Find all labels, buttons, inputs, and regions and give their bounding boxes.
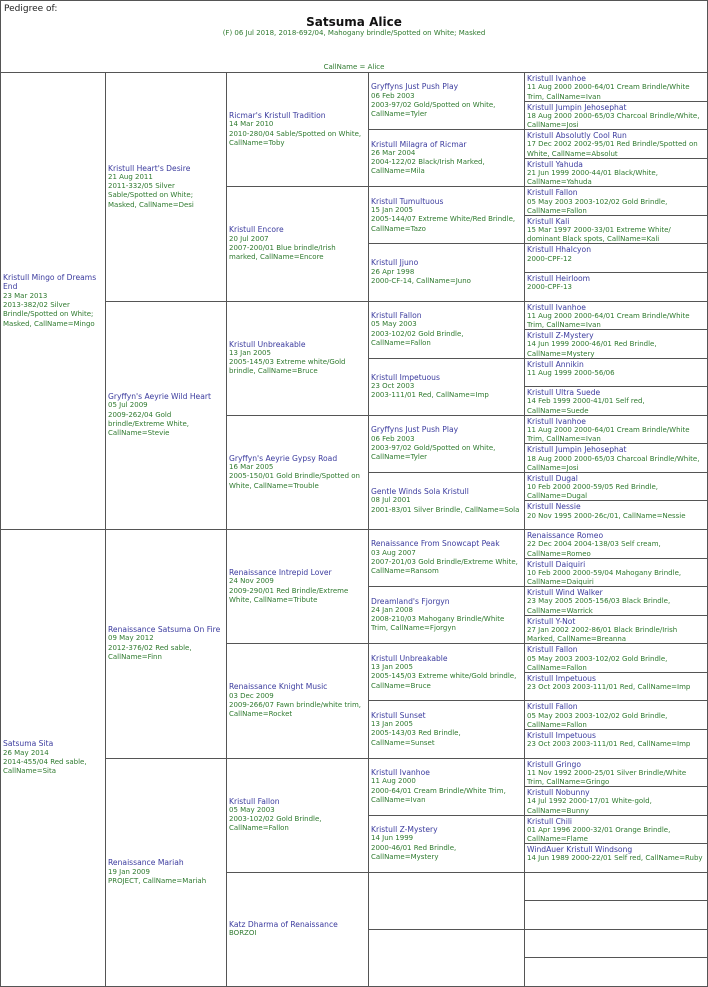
ancestor-name-link[interactable]: Renaissance Knight Music: [229, 682, 366, 691]
ancestor-gen2-3: [105, 758, 227, 987]
ancestor-name-link[interactable]: Kristull Hhalcyon: [527, 245, 705, 254]
ancestor-gen3-4: [226, 529, 369, 644]
ancestor-registration: 2005-144/07 Extreme White/Red Brindle, CallName=Tazo: [371, 215, 522, 234]
ancestor-details: [229, 225, 366, 262]
ancestor-name-link[interactable]: Kristull Fallon: [371, 311, 522, 320]
ancestor-birth-date: 05 May 2003: [229, 806, 366, 815]
pedigree-label: Pedigree of:: [4, 4, 57, 14]
ancestor-name-link[interactable]: Kristull Absolutly Cool Run: [527, 131, 705, 140]
ancestor-name-link[interactable]: Satsuma Sita: [3, 739, 103, 748]
ancestor-name-link[interactable]: Kristull Fallon: [527, 645, 705, 654]
ancestor-name-link[interactable]: Kristull Encore: [229, 225, 366, 234]
ancestor-registration: 14 Jun 1999 2000-46/01 Red Brindle, CallName=Mystery: [527, 340, 705, 358]
ancestor-registration: 2000-CPF-13: [527, 283, 705, 292]
ancestor-registration: 10 Feb 2000 2000-59/05 Red Brindle, CallName=Dugal: [527, 483, 705, 501]
ancestor-birth-date: 13 Jan 2005: [371, 720, 522, 729]
ancestor-gen4-9: [368, 586, 525, 644]
ancestor-registration: 2012-376/02 Red sable, CallName=Finn: [108, 644, 224, 663]
ancestor-birth-date: 13 Jan 2005: [229, 349, 366, 358]
ancestor-registration: 2014-455/04 Red sable, CallName=Sita: [3, 758, 103, 777]
ancestor-gen4-12: [368, 758, 525, 816]
ancestor-name-link[interactable]: Kristull Sunset: [371, 711, 522, 720]
ancestor-registration: 22 Dec 2004 2004-138/03 Self cream, CallName=Romeo: [527, 540, 705, 558]
ancestor-details: [371, 373, 522, 401]
ancestor-name-link[interactable]: Renaissance Intrepid Lover: [229, 568, 366, 577]
ancestor-gen5-31: [524, 957, 708, 987]
ancestor-name-link[interactable]: Kristull Impetuous: [371, 373, 522, 382]
ancestor-birth-date: 08 Jul 2001: [371, 496, 522, 505]
ancestor-gen5-15: [524, 500, 708, 530]
ancestor-registration: 17 Dec 2002 2002-95/01 Red Brindle/Spotted on White, CallName=Absolut: [527, 140, 705, 158]
ancestor-name-link[interactable]: Kristull Dugal: [527, 474, 705, 483]
ancestor-registration: 2003-97/02 Gold/Spotted on White, CallName=Tyler: [371, 444, 522, 463]
ancestor-registration: 11 Aug 2000 2000-64/01 Cream Brindle/White Trim, CallName=Ivan: [527, 83, 705, 101]
ancestor-details: [527, 131, 705, 159]
ancestor-registration: 14 Jun 1989 2000-22/01 Self red, CallName=Ruby: [527, 854, 705, 863]
ancestor-name-link[interactable]: Kristull Fallon: [229, 797, 366, 806]
ancestor-gen5-6: [524, 243, 708, 273]
ancestor-details: [229, 340, 366, 377]
ancestor-gen5-12: [524, 415, 708, 445]
ancestor-details: [527, 502, 705, 521]
ancestor-name-link[interactable]: Kristull Annikin: [527, 360, 705, 369]
ancestor-gen5-8: [524, 301, 708, 331]
ancestor-birth-date: 23 Mar 2013: [3, 292, 103, 301]
ancestor-details: [527, 731, 705, 750]
ancestor-name-link[interactable]: Kristull Impetuous: [527, 674, 705, 683]
ancestor-details: [527, 702, 705, 730]
ancestor-details: [527, 217, 705, 245]
ancestor-name-link[interactable]: Kristull Jjuno: [371, 258, 522, 267]
ancestor-gen4-6: [368, 415, 525, 473]
ancestor-details: [108, 392, 224, 438]
ancestor-registration: 11 Aug 2000 2000-64/01 Cream Brindle/White Trim, CallName=Ivan: [527, 312, 705, 330]
ancestor-details: [527, 74, 705, 102]
ancestor-name-link[interactable]: Kristull Milagra of Ricmar: [371, 140, 522, 149]
ancestor-details: [527, 445, 705, 473]
pedigree-header: [0, 0, 708, 73]
ancestor-registration: 14 Feb 1999 2000-41/01 Self red, CallName=Suede: [527, 397, 705, 415]
ancestor-name-link[interactable]: Kristull Impetuous: [527, 731, 705, 740]
ancestor-name-link[interactable]: Gryffyn's Aeyrie Gypsy Road: [229, 454, 366, 463]
ancestor-registration: 2010-280/04 Sable/Spotted on White, CallName=Toby: [229, 130, 366, 149]
ancestor-registration: 2013-382/02 Silver Brindle/Spotted on White; Masked, CallName=Mingo: [3, 301, 103, 329]
ancestor-registration: 21 Jun 1999 2000-44/01 Black/White, CallName=Yahuda: [527, 169, 705, 187]
ancestor-birth-date: 26 May 2014: [3, 749, 103, 758]
ancestor-birth-date: 06 Feb 2003: [371, 435, 522, 444]
ancestor-birth-date: 26 Mar 2004: [371, 149, 522, 158]
ancestor-birth-date: 20 Jul 2007: [229, 235, 366, 244]
ancestor-name-link[interactable]: Kristull Fallon: [527, 702, 705, 711]
ancestor-gen2-0: [105, 72, 227, 302]
ancestor-registration: 2000-CF-14, CallName=Juno: [371, 277, 522, 286]
ancestor-name-link[interactable]: Gentle Winds Sola Kristull: [371, 487, 522, 496]
ancestor-name-link[interactable]: Kristull Mingo of Dreams End: [3, 273, 103, 292]
ancestor-details: [229, 797, 366, 834]
ancestor-details: [371, 140, 522, 177]
ancestor-birth-date: 24 Nov 2009: [229, 577, 366, 586]
ancestor-name-link[interactable]: Kristull Unbreakable: [229, 340, 366, 349]
ancestor-details: [371, 768, 522, 805]
ancestor-gen3-1: [226, 186, 369, 301]
ancestor-gen4-1: [368, 129, 525, 187]
ancestor-name-link[interactable]: Kristull Wind Walker: [527, 588, 705, 597]
ancestor-name-link[interactable]: Renaissance Mariah: [108, 858, 224, 867]
ancestor-name-link[interactable]: WindAuer Kristull Windsong: [527, 845, 705, 854]
ancestor-gen5-9: [524, 329, 708, 359]
ancestor-registration: 10 Feb 2000 2000-59/04 Mahogany Brindle, CallName=Daiquiri: [527, 569, 705, 587]
ancestor-gen5-24: [524, 758, 708, 788]
ancestor-details: [527, 160, 705, 188]
ancestor-details: [371, 711, 522, 748]
ancestor-registration: 11 Nov 1992 2000-25/01 Silver Brindle/White Trim, CallName=Gringo: [527, 769, 705, 787]
ancestor-gen5-29: [524, 900, 708, 930]
ancestor-birth-date: 05 Jul 2009: [108, 401, 224, 410]
ancestor-registration: 01 Apr 1996 2000-32/01 Orange Brindle, CallName=Flame: [527, 826, 705, 844]
ancestor-details: [527, 560, 705, 588]
ancestor-details: [371, 197, 522, 234]
ancestor-details: [527, 360, 705, 379]
ancestor-gen2-1: [105, 301, 227, 531]
ancestor-registration: 2004-122/02 Black/Irish Marked, CallName=Mila: [371, 158, 522, 177]
ancestor-name-link[interactable]: Kristull Ultra Suede: [527, 388, 705, 397]
ancestor-gen4-10: [368, 643, 525, 701]
ancestor-registration: 14 Jul 1992 2000-17/01 White-gold, CallName=Bunny: [527, 797, 705, 815]
ancestor-registration: 2000-46/01 Red Brindle, CallName=Mystery: [371, 844, 522, 863]
ancestor-details: [527, 474, 705, 502]
ancestor-registration: 2003-97/02 Gold/Spotted on White, CallName=Tyler: [371, 101, 522, 120]
ancestor-details: [527, 417, 705, 445]
ancestor-gen4-13: [368, 815, 525, 873]
ancestor-birth-date: 06 Feb 2003: [371, 92, 522, 101]
ancestor-registration: 2003-111/01 Red, CallName=Imp: [371, 391, 522, 400]
ancestor-details: [371, 487, 522, 515]
ancestor-registration: 2005-145/03 Extreme white/Gold brindle, CallName=Bruce: [229, 358, 366, 377]
ancestor-gen3-5: [226, 643, 369, 758]
ancestor-gen5-11: [524, 386, 708, 416]
ancestor-gen1-1: [0, 529, 106, 987]
ancestor-gen5-19: [524, 615, 708, 645]
ancestor-gen5-20: [524, 643, 708, 673]
ancestor-gen2-2: [105, 529, 227, 759]
ancestor-name-link[interactable]: Kristull Gringo: [527, 760, 705, 769]
ancestor-registration: PROJECT, CallName=Mariah: [108, 877, 224, 886]
ancestor-gen5-4: [524, 186, 708, 216]
ancestor-gen5-16: [524, 529, 708, 559]
ancestor-gen5-28: [524, 872, 708, 902]
ancestor-name-link[interactable]: Gryffyn's Aeyrie Wild Heart: [108, 392, 224, 401]
ancestor-details: [527, 760, 705, 788]
ancestor-name-link[interactable]: Renaissance Satsuma On Fire: [108, 625, 224, 634]
ancestor-name-link[interactable]: Kristull Fallon: [527, 188, 705, 197]
ancestor-details: [371, 654, 522, 691]
ancestor-gen1-0: [0, 72, 106, 530]
ancestor-registration: 27 Jan 2002 2002-86/01 Black Brindle/Irish Marked, CallName=Breanna: [527, 626, 705, 644]
ancestor-gen5-10: [524, 358, 708, 388]
ancestor-gen3-2: [226, 301, 369, 416]
ancestor-gen5-18: [524, 586, 708, 616]
ancestor-details: [527, 188, 705, 216]
ancestor-details: [229, 920, 366, 939]
ancestor-registration: 05 May 2003 2003-102/02 Gold Brindle, CallName=Fallon: [527, 712, 705, 730]
dog-name-title: Satsuma Alice: [1, 15, 707, 29]
ancestor-gen5-5: [524, 215, 708, 245]
ancestor-gen4-3: [368, 243, 525, 301]
ancestor-registration: 2003-102/02 Gold Brindle, CallName=Fallon: [229, 815, 366, 834]
ancestor-details: [229, 454, 366, 491]
ancestor-registration: 2003-102/02 Gold Brindle, CallName=Fallon: [371, 330, 522, 349]
ancestor-name-link[interactable]: Katz Dharma of Renaissance: [229, 920, 366, 929]
ancestor-registration: 2000-64/01 Cream Brindle/White Trim, CallName=Ivan: [371, 787, 522, 806]
ancestor-gen5-27: [524, 843, 708, 873]
ancestor-details: [527, 274, 705, 293]
ancestor-gen4-11: [368, 700, 525, 758]
ancestor-details: [527, 388, 705, 416]
ancestor-details: [527, 617, 705, 645]
ancestor-birth-date: 23 Oct 2003: [371, 382, 522, 391]
ancestor-registration: 2007-201/03 Gold Brindle/Extreme White, CallName=Ransom: [371, 558, 522, 577]
ancestor-name-link[interactable]: Kristull Heart's Desire: [108, 164, 224, 173]
ancestor-details: [371, 82, 522, 119]
ancestor-name-link[interactable]: Kristull Kali: [527, 217, 705, 226]
ancestor-details: [108, 164, 224, 210]
ancestor-birth-date: 19 Jan 2009: [108, 868, 224, 877]
ancestor-gen4-2: [368, 186, 525, 244]
ancestor-name-link[interactable]: Kristull Nessie: [527, 502, 705, 511]
ancestor-details: [229, 568, 366, 605]
ancestor-registration: 18 Aug 2000 2000-65/03 Charcoal Brindle/White, CallName=Josi: [527, 112, 705, 130]
ancestor-registration: 23 May 2005 2005-156/03 Black Brindle, CallName=Warrick: [527, 597, 705, 615]
ancestor-registration: 11 Aug 1999 2000-56/06: [527, 369, 705, 378]
ancestor-name-link[interactable]: Kristull Ivanhoe: [527, 417, 705, 426]
ancestor-name-link[interactable]: Kristull Ivanhoe: [527, 74, 705, 83]
ancestor-name-link[interactable]: Kristull Z-Mystery: [527, 331, 705, 340]
ancestor-name-link[interactable]: Kristull Ivanhoe: [527, 303, 705, 312]
ancestor-details: [527, 788, 705, 816]
ancestor-gen5-3: [524, 158, 708, 188]
ancestor-details: [371, 597, 522, 634]
ancestor-name-link[interactable]: Kristull Heirloom: [527, 274, 705, 283]
ancestor-details: [527, 103, 705, 131]
ancestor-birth-date: 26 Apr 1998: [371, 268, 522, 277]
ancestor-gen5-26: [524, 815, 708, 845]
ancestor-name-link[interactable]: Renaissance From Snowcapt Peak: [371, 539, 522, 548]
ancestor-name-link[interactable]: Kristull Unbreakable: [371, 654, 522, 663]
ancestor-birth-date: 05 May 2003: [371, 320, 522, 329]
ancestor-birth-date: 21 Aug 2011: [108, 173, 224, 182]
ancestor-gen4-5: [368, 358, 525, 416]
ancestor-gen4-4: [368, 301, 525, 359]
ancestor-gen5-0: [524, 72, 708, 102]
ancestor-gen5-14: [524, 472, 708, 502]
ancestor-details: [371, 425, 522, 462]
ancestor-gen4-0: [368, 72, 525, 130]
ancestor-details: [527, 588, 705, 616]
ancestor-details: [527, 645, 705, 673]
ancestor-gen5-1: [524, 101, 708, 131]
ancestor-name-link[interactable]: Kristull Ivanhoe: [371, 768, 522, 777]
ancestor-birth-date: 14 Jun 1999: [371, 834, 522, 843]
ancestor-name-link[interactable]: Ricmar's Kristull Tradition: [229, 111, 366, 120]
ancestor-gen3-0: [226, 72, 369, 187]
ancestor-registration: 2009-290/01 Red Brindle/Extreme White, CallName=Tribute: [229, 587, 366, 606]
ancestor-registration: 2009-262/04 Gold brindle/Extreme White, CallName=Stevie: [108, 411, 224, 439]
ancestor-details: [108, 858, 224, 886]
ancestor-gen5-7: [524, 272, 708, 302]
ancestor-registration: 2007-200/01 Blue brindle/Irish marked, CallName=Encore: [229, 244, 366, 263]
ancestor-details: [229, 682, 366, 719]
ancestor-details: [108, 625, 224, 662]
ancestor-registration: 05 May 2003 2003-102/02 Gold Brindle, CallName=Fallon: [527, 198, 705, 216]
ancestor-name-link[interactable]: Gryffyns Just Push Play: [371, 425, 522, 434]
ancestor-name-link[interactable]: Dreamland's Fjorgyn: [371, 597, 522, 606]
ancestor-registration: 20 Nov 1995 2000-26c/01, CallName=Nessie: [527, 512, 705, 521]
dog-callname: CallName = Alice: [1, 63, 707, 71]
ancestor-registration: 23 Oct 2003 2003-111/01 Red, CallName=Imp: [527, 683, 705, 692]
ancestor-gen4-15: [368, 929, 525, 987]
ancestor-name-link[interactable]: Gryffyns Just Push Play: [371, 82, 522, 91]
ancestor-registration: BORZOI: [229, 929, 366, 938]
ancestor-name-link[interactable]: Kristull Tumultuous: [371, 197, 522, 206]
ancestor-gen5-30: [524, 929, 708, 959]
ancestor-birth-date: 11 Aug 2000: [371, 777, 522, 786]
ancestor-name-link[interactable]: Kristull Jumpin Jehosephat: [527, 445, 705, 454]
ancestor-gen3-7: [226, 872, 369, 987]
ancestor-gen5-17: [524, 558, 708, 588]
ancestor-registration: 2000-CPF-12: [527, 255, 705, 264]
ancestor-registration: 18 Aug 2000 2000-65/03 Charcoal Brindle/White, CallName=Josi: [527, 455, 705, 473]
ancestor-registration: 05 May 2003 2003-102/02 Gold Brindle, CallName=Fallon: [527, 655, 705, 673]
ancestor-name-link[interactable]: Kristull Y-Not: [527, 617, 705, 626]
ancestor-registration: 2009-266/07 Fawn brindle/white trim, CallName=Rocket: [229, 701, 366, 720]
ancestor-registration: 2005-143/03 Red Brindle, CallName=Sunset: [371, 729, 522, 748]
ancestor-gen4-7: [368, 472, 525, 530]
ancestor-details: [527, 245, 705, 264]
ancestor-details: [371, 825, 522, 862]
ancestor-details: [527, 331, 705, 359]
ancestor-gen4-8: [368, 529, 525, 587]
ancestor-registration: 11 Aug 2000 2000-64/01 Cream Brindle/White Trim, CallName=Ivan: [527, 426, 705, 444]
ancestor-registration: 2005-145/03 Extreme white/Gold brindle, CallName=Bruce: [371, 672, 522, 691]
ancestor-details: [527, 531, 705, 559]
ancestor-registration: 15 Mar 1997 2000-33/01 Extreme White/ dominant Black spots, CallName=Kali: [527, 226, 705, 244]
ancestor-birth-date: 03 Aug 2007: [371, 549, 522, 558]
ancestor-birth-date: 14 Mar 2010: [229, 120, 366, 129]
ancestor-birth-date: 13 Jan 2005: [371, 663, 522, 672]
ancestor-birth-date: 16 Mar 2005: [229, 463, 366, 472]
ancestor-registration: 2008-210/03 Mahogany Brindle/White Trim, CallName=Fjorgyn: [371, 615, 522, 634]
ancestor-gen5-21: [524, 672, 708, 702]
ancestor-birth-date: 15 Jan 2005: [371, 206, 522, 215]
ancestor-details: [371, 258, 522, 286]
ancestor-details: [229, 111, 366, 148]
ancestor-name-link[interactable]: Kristull Z-Mystery: [371, 825, 522, 834]
ancestor-birth-date: 24 Jan 2008: [371, 606, 522, 615]
ancestor-gen5-13: [524, 443, 708, 473]
ancestor-details: [527, 845, 705, 864]
ancestor-registration: 2005-150/01 Gold Brindle/Spotted on White, CallName=Trouble: [229, 472, 366, 491]
ancestor-name-link[interactable]: Renaissance Romeo: [527, 531, 705, 540]
ancestor-birth-date: 09 May 2012: [108, 634, 224, 643]
ancestor-details: [3, 739, 103, 776]
ancestor-gen5-23: [524, 729, 708, 759]
ancestor-details: [527, 303, 705, 331]
ancestor-gen5-25: [524, 786, 708, 816]
ancestor-gen4-14: [368, 872, 525, 930]
ancestor-gen5-2: [524, 129, 708, 159]
ancestor-gen3-3: [226, 415, 369, 530]
ancestor-details: [3, 273, 103, 329]
ancestor-details: [527, 817, 705, 845]
ancestor-name-link[interactable]: Kristull Nobunny: [527, 788, 705, 797]
ancestor-registration: 2001-83/01 Silver Brindle, CallName=Sola: [371, 506, 522, 515]
ancestor-name-link[interactable]: Kristull Daiquiri: [527, 560, 705, 569]
ancestor-details: [371, 539, 522, 576]
dog-info: (F) 06 Jul 2018, 2018-692/04, Mahogany brindle/Spotted on White; Masked: [1, 29, 707, 37]
ancestor-details: [371, 311, 522, 348]
ancestor-details: [527, 674, 705, 693]
ancestor-name-link[interactable]: Kristull Chili: [527, 817, 705, 826]
ancestor-birth-date: 03 Dec 2009: [229, 692, 366, 701]
ancestor-gen5-22: [524, 700, 708, 730]
ancestor-name-link[interactable]: Kristull Jumpin Jehosephat: [527, 103, 705, 112]
ancestor-name-link[interactable]: Kristull Yahuda: [527, 160, 705, 169]
ancestor-gen3-6: [226, 758, 369, 873]
ancestor-registration: 23 Oct 2003 2003-111/01 Red, CallName=Imp: [527, 740, 705, 749]
ancestor-registration: 2011-332/05 Silver Sable/Spotted on White; Masked, CallName=Desi: [108, 182, 224, 210]
